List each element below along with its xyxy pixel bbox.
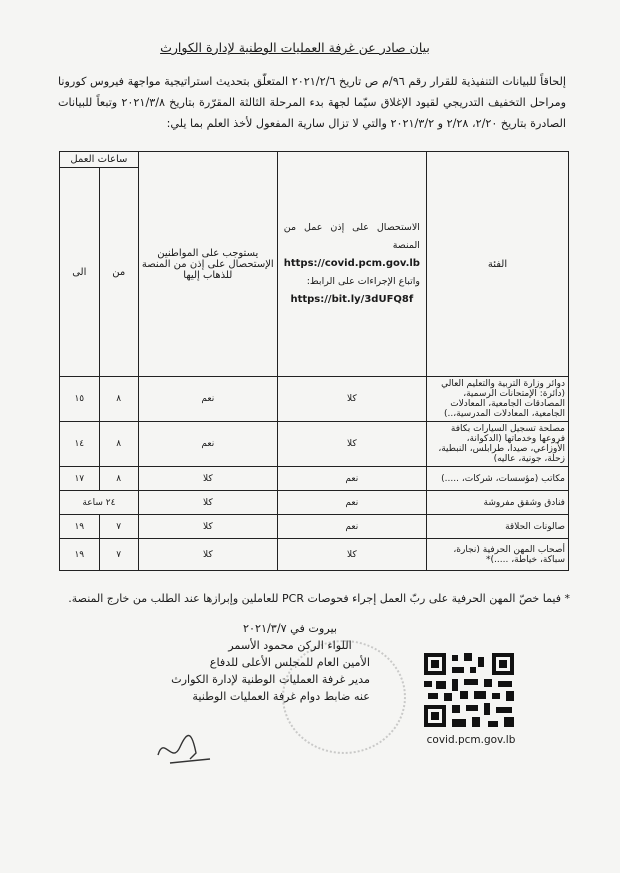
cell-from: ٨ (99, 467, 138, 491)
signatory-role: مدير غرفة العمليات الوطنية لإدارة الكوارث (171, 673, 370, 686)
cell-from: ٨ (99, 377, 138, 422)
signatory-name: اللواء الركن محمود الأسمر (228, 639, 352, 652)
cell-from: ٧ (99, 515, 138, 539)
platform-url: https://covid.pcm.gov.lb (283, 258, 420, 269)
place-date: بيروت في ٢٠٢١/٣/٧ (243, 622, 337, 635)
table-row (60, 539, 569, 571)
signature-block (171, 620, 370, 705)
footer-url: covid.pcm.gov.lb (426, 734, 516, 746)
cell-category: مكاتب (مؤسسات، شركات، .....) (426, 467, 568, 491)
cell-required: نعم (138, 422, 277, 467)
cell-to: ١٧ (60, 467, 100, 491)
col-hours: ساعات العمل (60, 152, 139, 168)
cell-to: ١٤ (60, 422, 100, 467)
table-row (60, 515, 569, 539)
cell-category: دوائر وزارة التربية والتعليم العالي (دائرة: الإمتحانات الرسمية، المصادقات الجامعية، المعادلات الجامعية، المعادلات المدرسية،..) (426, 377, 568, 422)
cell-platform: كلا (277, 422, 426, 467)
cell-to: ١٥ (60, 377, 100, 422)
cell-required: كلا (138, 539, 277, 571)
table-row (60, 491, 569, 515)
col-platform (277, 152, 426, 377)
cell-from: ٨ (99, 422, 138, 467)
cell-required: كلا (138, 515, 277, 539)
footnote: * فيما خصّ المهن الحرفية على ربّ العمل إجراء فحوصات PCR للعاملين وإبرازها عند الطلب من خارج المنصة. (68, 592, 570, 605)
platform-text-2: واتباع الإجراءات على الرابط: (306, 276, 420, 287)
signatory-role: الأمين العام للمجلس الأعلى للدفاع (209, 656, 370, 669)
cell-category: صالونات الحلاقة (426, 515, 568, 539)
intro-paragraph: إلحاقاً للبيانات التنفيذية للقرار رقم ٩٦/م ص تاريخ ٢٠٢١/٢/٦ المتعلّق بتحديث استراتيجية مواجهة فيروس كورونا ومراحل التخفيف التدريجي لقيود الإغلاق سيّما لجهة بدء المرحلة الثالثة المقرّرة بتاريخ ٢٠٢١/٣/٨ وتبعاً للبيانات الصادرة بتاريخ ٢/٢٠، ٢/٢٨ و ٢٠٢١/٣/٢ والتي لا تزال سارية المفعول لأخذ العلم بما يلي: (58, 75, 566, 130)
cell-required: كلا (138, 467, 277, 491)
cell-required: نعم (138, 377, 277, 422)
cell-from: ٧ (99, 539, 138, 571)
cell-category: مصلحة تسجيل السيارات بكافة فروعها وخدماتها (الدكوانة، الأوزاعي، صيدا، طرابلس، النبطية، زحلة، جونية، عاليه) (426, 422, 568, 467)
cell-to: ١٩ (60, 539, 100, 571)
cell-platform: نعم (277, 491, 426, 515)
handwritten-signature (150, 725, 220, 770)
cell-required: كلا (138, 491, 277, 515)
col-from: من (99, 168, 138, 377)
signatory-role: عنه ضابط دوام غرفة العمليات الوطنية (192, 690, 370, 703)
table-row (60, 377, 569, 422)
table-row (60, 422, 569, 467)
col-required: يستوجب على المواطنين الإستحصال على إذن من المنصة للذهاب إليها (138, 152, 277, 377)
cell-platform: كلا (277, 377, 426, 422)
cell-platform: نعم (277, 515, 426, 539)
platform-link: https://bit.ly/3dUFQ8f (290, 294, 414, 305)
col-category: الفئة (426, 152, 568, 377)
page-title: بيان صادر عن غرفة العمليات الوطنية لإدارة الكوارث (160, 40, 430, 55)
table-header-row (60, 152, 569, 168)
qr-code-icon (422, 651, 516, 729)
cell-category: أصحاب المهن الحرفية (نجارة، سباكة، خياطة، .....)* (426, 539, 568, 571)
cell-platform: كلا (277, 539, 426, 571)
cell-to: ١٩ (60, 515, 100, 539)
col-to: الى (60, 168, 100, 377)
schedule-table (59, 151, 569, 571)
table-row (60, 467, 569, 491)
cell-category: فنادق وشقق مفروشة (426, 491, 568, 515)
platform-text: الاستحصال على إذن عمل من المنصة (283, 222, 420, 251)
cell-platform: نعم (277, 467, 426, 491)
cell-hours: ٢٤ ساعة (60, 491, 139, 515)
